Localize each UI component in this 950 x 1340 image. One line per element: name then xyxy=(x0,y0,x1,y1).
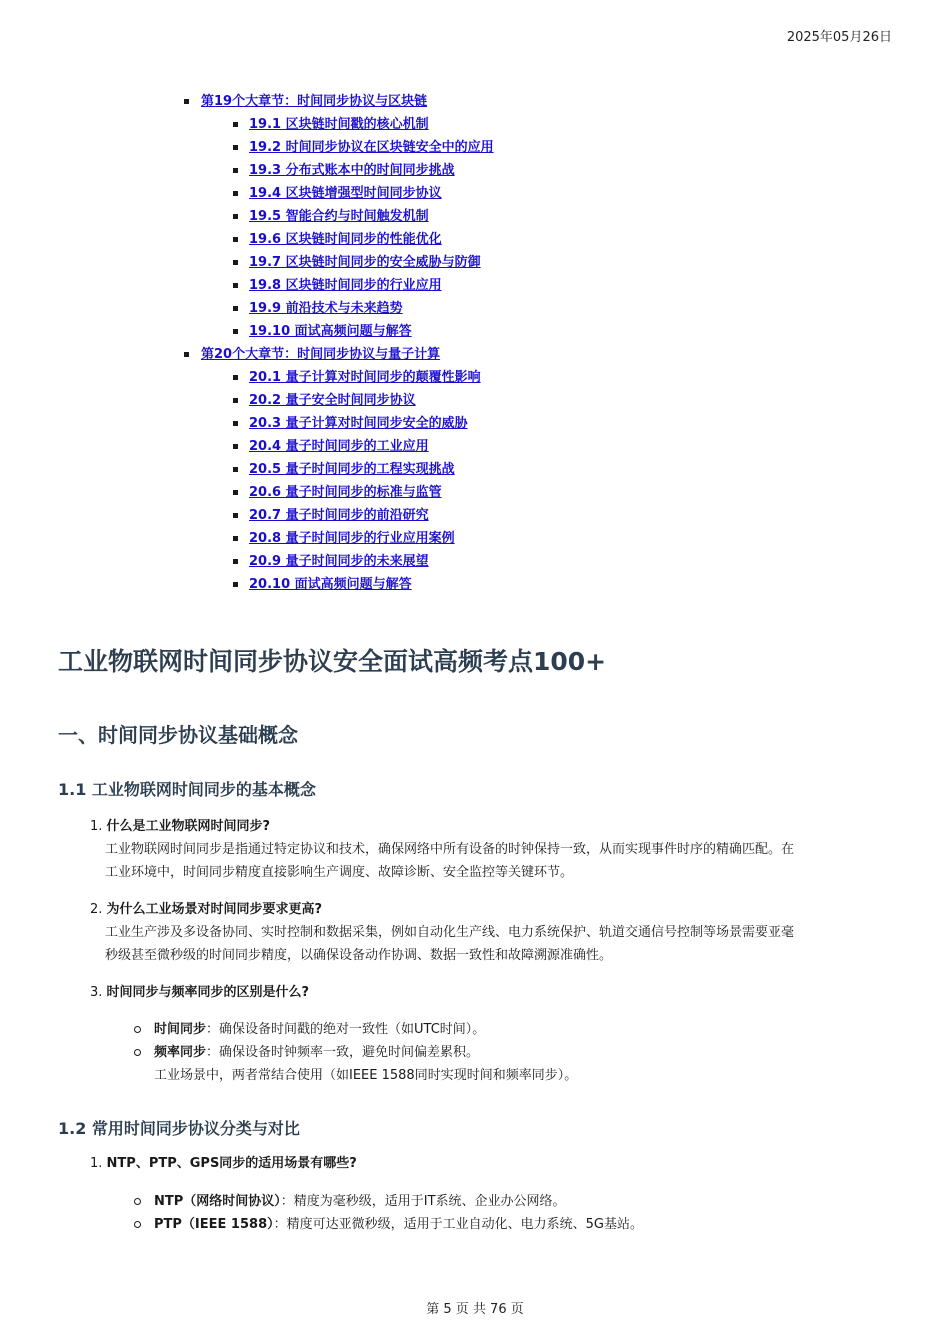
toc-section xyxy=(0,113,950,136)
bullet-text: ：精度可达亚微秒级，适用于工业自动化、电力系统、5G基站。 xyxy=(273,1217,643,1232)
toc-link[interactable]: 19.4 区块链增强型时间同步协议 xyxy=(249,186,442,201)
toc-link[interactable]: 19.10 面试高频问题与解答 xyxy=(249,324,412,339)
document-title: 工业物联网时间同步协议安全面试高频考点100+ xyxy=(58,647,607,676)
toc-section xyxy=(0,297,950,320)
toc-link[interactable]: 20.10 面试高频问题与解答 xyxy=(249,577,412,592)
toc-chapter-19 xyxy=(0,90,950,113)
part-heading: 一、时间同步协议基础概念 xyxy=(58,723,298,747)
toc-section xyxy=(0,435,950,458)
toc-section xyxy=(0,550,950,573)
bullet-term: PTP（IEEE 1588） xyxy=(154,1217,274,1232)
toc-section xyxy=(0,320,950,343)
toc-section xyxy=(0,412,950,435)
bullet-term: NTP（网络时间协议） xyxy=(154,1194,281,1209)
table-of-contents xyxy=(0,90,950,596)
toc-link[interactable]: 19.9 前沿技术与未来趋势 xyxy=(249,301,403,316)
toc-link[interactable]: 19.5 智能合约与时间触发机制 xyxy=(249,209,429,224)
toc-section xyxy=(0,389,950,412)
toc-chapter-20 xyxy=(0,343,950,366)
toc-section xyxy=(0,481,950,504)
toc-section xyxy=(0,228,950,251)
bullet-item xyxy=(154,1041,874,1064)
toc-section xyxy=(0,458,950,481)
toc-link[interactable]: 19.6 区块链时间同步的性能优化 xyxy=(249,232,442,247)
toc-section xyxy=(0,366,950,389)
question-number: 2. xyxy=(90,902,103,917)
toc-section xyxy=(0,274,950,297)
toc-link[interactable]: 第19个大章节：时间同步协议与区块链 xyxy=(201,94,428,109)
bullet-continuation: 工业场景中，两者常结合使用（如IEEE 1588同时实现时间和频率同步）。 xyxy=(154,1068,578,1083)
toc-section xyxy=(0,182,950,205)
bullet-text: ：确保设备时钟频率一致，避免时间偏差累积。 xyxy=(206,1045,480,1060)
toc-link[interactable]: 20.1 量子计算对时间同步的颠覆性影响 xyxy=(249,370,481,385)
toc-link[interactable]: 20.4 量子时间同步的工业应用 xyxy=(249,439,429,454)
page-footer: 第 5 页 共 76 页 xyxy=(426,1302,524,1317)
toc-link[interactable]: 19.1 区块链时间戳的核心机制 xyxy=(249,117,429,132)
section-heading-1-1: 1.1 工业物联网时间同步的基本概念 xyxy=(58,780,316,799)
question-item xyxy=(90,815,880,884)
toc-link[interactable]: 第20个大章节：时间同步协议与量子计算 xyxy=(201,347,441,362)
bullet-item xyxy=(154,1018,874,1041)
bullet-term: 时间同步 xyxy=(154,1022,207,1037)
toc-section xyxy=(0,136,950,159)
question-item xyxy=(90,1152,880,1175)
bullet-item xyxy=(154,1213,874,1236)
question-text: NTP、PTP、GPS同步的适用场景有哪些? xyxy=(106,1156,357,1171)
toc-link[interactable]: 20.5 量子时间同步的工程实现挑战 xyxy=(249,462,455,477)
answer-line: 秒级甚至微秒级的时间同步精度，以确保设备动作协调、数据一致性和故障溯源准确性。 xyxy=(105,948,613,963)
question-text: 时间同步与频率同步的区别是什么? xyxy=(106,985,310,1000)
bullet-text: ：确保设备时间戳的绝对一致性（如UTC时间）。 xyxy=(206,1022,486,1037)
question-number: 1. xyxy=(90,1156,103,1171)
toc-link[interactable]: 20.3 量子计算对时间同步安全的威胁 xyxy=(249,416,468,431)
toc-link[interactable]: 20.6 量子时间同步的标准与监管 xyxy=(249,485,442,500)
question-text: 什么是工业物联网时间同步? xyxy=(106,819,271,834)
toc-section xyxy=(0,527,950,550)
toc-section xyxy=(0,159,950,182)
bullet-term: 频率同步 xyxy=(154,1045,207,1060)
toc-section xyxy=(0,251,950,274)
question-number: 1. xyxy=(90,819,103,834)
answer-line: 工业环境中，时间同步精度直接影响生产调度、故障诊断、安全监控等关键环节。 xyxy=(105,865,574,880)
question-number: 3. xyxy=(90,985,103,1000)
bullet-text: ：精度为毫秒级，适用于IT系统、企业办公网络。 xyxy=(280,1194,566,1209)
toc-link[interactable]: 19.3 分布式账本中的时间同步挑战 xyxy=(249,163,455,178)
toc-link[interactable]: 19.8 区块链时间同步的行业应用 xyxy=(249,278,442,293)
question-item xyxy=(90,898,880,967)
toc-link[interactable]: 19.7 区块链时间同步的安全威胁与防御 xyxy=(249,255,481,270)
toc-section xyxy=(0,573,950,596)
toc-link[interactable]: 20.8 量子时间同步的行业应用案例 xyxy=(249,531,455,546)
toc-link[interactable]: 20.2 量子安全时间同步协议 xyxy=(249,393,416,408)
toc-link[interactable]: 20.7 量子时间同步的前沿研究 xyxy=(249,508,429,523)
bullet-item xyxy=(154,1190,874,1213)
answer-line: 工业生产涉及多设备协同、实时控制和数据采集，例如自动化生产线、电力系统保护、轨道交通信号控制等场景需要亚毫 xyxy=(105,925,795,940)
header-date: 2025年05月26日 xyxy=(786,30,892,45)
answer-line: 工业物联网时间同步是指通过特定协议和技术，确保网络中所有设备的时钟保持一致，从而实现事件时序的精确匹配。在 xyxy=(105,842,795,857)
section-heading-1-2: 1.2 常用时间同步协议分类与对比 xyxy=(58,1119,300,1138)
question-text: 为什么工业场景对时间同步要求更高? xyxy=(106,902,323,917)
question-item xyxy=(90,981,880,1004)
toc-section xyxy=(0,504,950,527)
toc-link[interactable]: 19.2 时间同步协议在区块链安全中的应用 xyxy=(249,140,494,155)
toc-link[interactable]: 20.9 量子时间同步的未来展望 xyxy=(249,554,429,569)
toc-section xyxy=(0,205,950,228)
